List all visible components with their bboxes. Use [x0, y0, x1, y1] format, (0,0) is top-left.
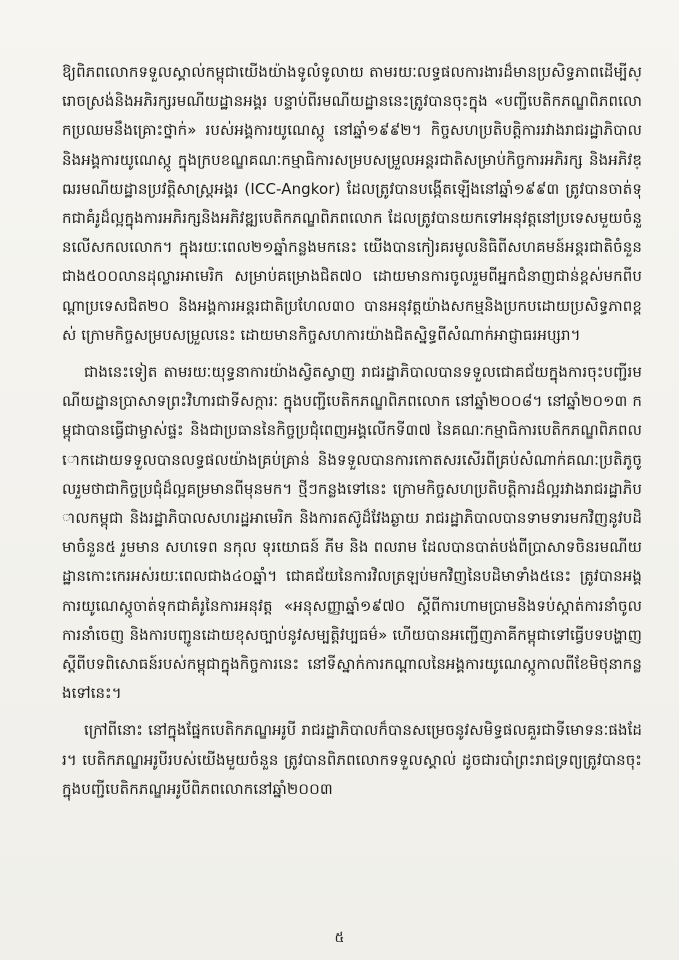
paragraph-3: ក្រៅពីនោះ នៅក្នុងផ្នែកបេតិកភណ្ឌអរូបី រាជរដ្ឋាភិបាលក៏បានសម្រេចនូវសមិទ្ធផលគួរជាទីមោទនៈផងដែរ។ បេតិកភណ្ឌអរូបីរបស់យើងមួយចំនួន ត្រូវបានពិភពលោកទទួលស្គាល់ ដូចជារបាំព្រះរាជទ្រព្យត្រូវបានចុះក្នុងបញ្ជីបេតិកភណ្ឌអរូបីពិភពលោកនៅឆ្នាំ២០០៣	[62, 721, 642, 798]
body-text	[62, 58, 642, 812]
paragraph-1: ឱ្យពិភពលោកទទួលស្គាល់កម្ពុជាយើងយ៉ាងទូលំទូលាយ តាមរយៈលទ្ធផលការងារដ៏មានប្រសិទ្ធភាពដើម្បីស្រោចស្រង់និងអភិរក្សរមណីយដ្ឋានអង្គរ បន្ទាប់ពីរមណីយដ្ឋាននេះត្រូវបានចុះក្នុង «បញ្ជីបេតិកភណ្ឌពិភពលោកប្រឈមនឹងគ្រោះថ្នាក់» របស់អង្គការយូណេស្កូ នៅឆ្នាំ១៩៩២។ កិច្ចសហប្រតិបត្តិការរវាងរាជរដ្ឋាភិបាល និងអង្គការយូណេស្កូ ក្នុងក្របខណ្ឌគណៈកម្មាធិការសម្របសម្រួលអន្តរជាតិសម្រាប់កិច្ចការអភិរក្ស និងអភិវឌ្ឍរមណីយដ្ឋានប្រវត្តិសាស្ត្រអង្គរ (ICC-Angkor) ដែលត្រូវបានបង្កើតឡើងនៅឆ្នាំ១៩៩៣ ត្រូវបានចាត់ទុកជាគំរូដ៏ល្អក្នុងការអភិរក្សនិងអភិវឌ្ឍបេតិកភណ្ឌពិភពលោក ដែលត្រូវបានយកទៅអនុវត្តនៅប្រទេសមួយចំនួនលើសកលលោក។ ក្នុងរយៈពេល២១ឆ្នាំកន្លងមកនេះ យើងបានកៀរគរមូលនិធិពីសហគមន៍អន្តរជាតិចំនួនជាង៥០០លានដុល្លារអាមេរិក សម្រាប់គម្រោងជិត៧០ ដោយមានការចូលរួមពីអ្នកជំនាញជាន់ខ្ពស់មកពីបណ្តាប្រទេសជិត២០ និងអង្គការអន្តរជាតិប្រហែល៣០ បានអនុវត្តយ៉ាងសកម្មនិងប្រកបដោយប្រសិទ្ធភាពខ្ពស់ ក្រោមកិច្ចសម្របសម្រួលនេះ ដោយមានកិច្ចសហការយ៉ាងជិតស្និទ្ធពីសំណាក់អាជ្ញាធរអប្សរា។	[62, 63, 642, 344]
paragraph-2: ជាងនេះទៀត តាមរយៈយុទ្ធនាការយ៉ាងស្វិតស្វាញ រាជរដ្ឋាភិបាលបានទទួលជោគជ័យក្នុងការចុះបញ្ជីរមណីយដ្ឋានប្រាសាទព្រះវិហារជាទីសក្ការៈ ក្នុងបញ្ជីបេតិកភណ្ឌពិភពលោក នៅឆ្នាំ២០០៨។ នៅឆ្នាំ២០១៣ កម្ពុជាបានធ្វើជាម្ចាស់ផ្ទះ និងជាប្រធាននៃកិច្ចប្រជុំពេញអង្គលើកទី៣៧ នៃគណៈកម្មាធិការបេតិកភណ្ឌពិភពលោកដោយទទួលបានលទ្ធផលយ៉ាងគ្រប់គ្រាន់ និងទទួលបានការកោតសរសើរពីគ្រប់សំណាក់គណៈប្រតិភូចូលរួមថាជាកិច្ចប្រជុំដ៏ល្អគម្រមានពីមុនមក។ ថ្មីៗកន្លងទៅនេះ ក្រោមកិច្ចសហប្រតិបត្តិការដ៏ល្អរវាងរាជរដ្ឋាភិបាលកម្ពុជា និងរដ្ឋាភិបាលសហរដ្ឋអាមេរិក និងការតស៊ូដ៏វែងឆ្ងាយ រាជរដ្ឋាភិបាលបានទាមទារមកវិញនូវបដិមាចំនួន៥ រួមមាន សហទេព នកុល ទុរយោធន៍ ភីម និង ពលរាម ដែលបានបាត់បង់ពីប្រាសាទចិនរមណីយដ្ឋានកោះកេរអស់រយៈពេលជាង៤០ឆ្នាំ។ ជោគជ័យនៃការវិលត្រឡប់មកវិញនៃបដិមាទាំង៥នេះ ត្រូវបានអង្គការយូណេស្កូចាត់ទុកជាគំរូនៃការអនុវត្ត «អនុសញ្ញាឆ្នាំ១៩៧០ ស្តីពីការហាមប្រាមនិងទប់ស្កាត់ការនាំចូល ការនាំចេញ និងការបញ្ជូនដោយខុសច្បាប់នូវសម្បត្តិវប្បធម៌» ហើយបានអញ្ជើញភាគីកម្ពុជាទៅធ្វើបទបង្ហាញស្តីពីបទពិសោធន៍របស់កម្ពុជាក្នុងកិច្ចការនេះ នៅទីស្នាក់ការកណ្តាលនៃអង្គការយូណេស្កូកាលពីខែមិថុនាកន្លងទៅនេះ។	[62, 363, 642, 703]
page-number: ៥	[334, 930, 345, 946]
